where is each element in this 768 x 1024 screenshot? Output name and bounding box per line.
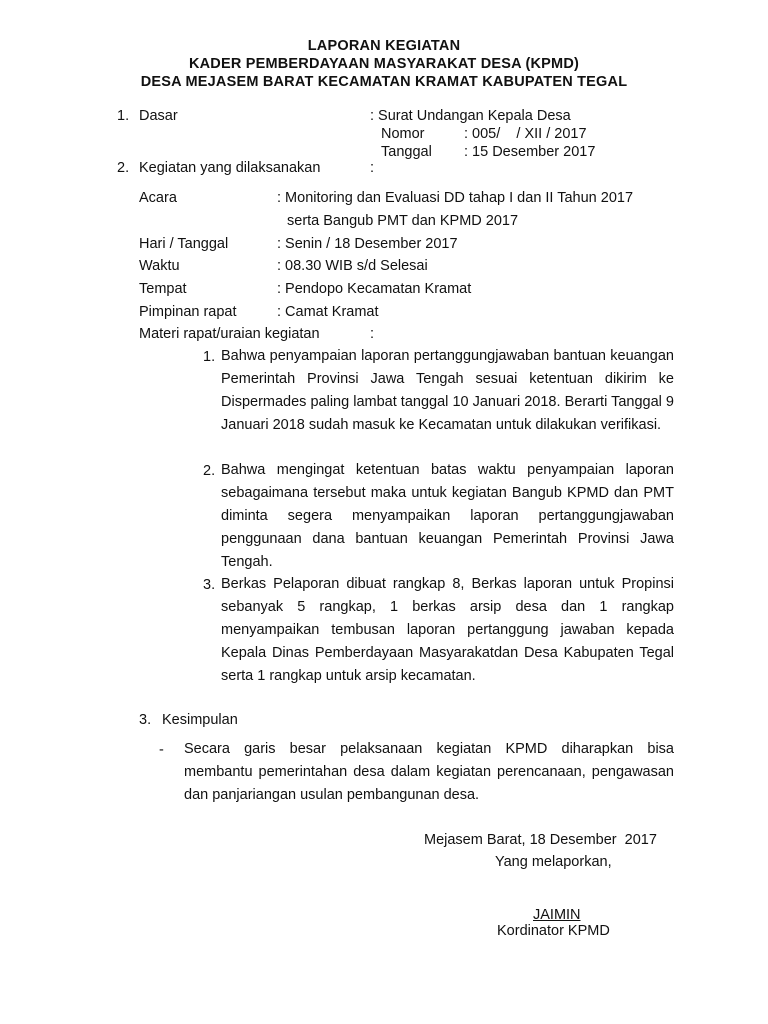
acara-value: : Monitoring dan Evaluasi DD tahap I dan II Tahun 2017 — [277, 190, 634, 206]
materi-label: Materi rapat/uraian kegiatan — [139, 326, 320, 342]
acara-label: Acara — [139, 190, 177, 206]
list-item: Bahwa mengingat ketentuan batas waktu penyampaian laporan sebagaimana tersebut maka untuk kegiatan Bangub KPMD dan PMT diminta segera menyampaikan laporan pertanggungjawaban penggunaan dana bantuan keuangan Pemerintah Provinsi Jawa Tengah. — [221, 462, 674, 570]
section2-number: 2. — [117, 160, 130, 176]
conclusion-paragraph: Secara garis besar pelaksanaan kegiatan KPMD diharapkan bisa membantu pemerintahan desa dalam kegiatan perencanaan, pengawasan dan panjariangan usulan pembangunan desa. — [184, 741, 674, 803]
hari-value: : Senin / 18 Desember 2017 — [277, 236, 458, 252]
signer-name: JAIMIN — [533, 907, 581, 923]
section1-value: : Surat Undangan Kepala Desa — [370, 108, 571, 124]
nomor-value: : 005/ / XII / 2017 — [464, 126, 587, 142]
pimpinan-value: : Camat Kramat — [277, 304, 379, 320]
section2-label: Kegiatan yang dilaksanakan — [139, 160, 321, 176]
list-item: Bahwa penyampaian laporan pertanggungjawaban bantuan keuangan Pemerintah Provinsi Jawa Tengah sesuai ketentuan dikirim ke Dispermades paling lambat tanggal 10 Januari 2018. Berarti Tanggal 9 Januari 2018 sudah masuk ke Kecamatan untuk dilakukan verifikasi. — [221, 348, 674, 433]
section2-colon: : — [370, 160, 375, 176]
place-date: Mejasem Barat, 18 Desember 2017 — [424, 832, 657, 848]
materi-item-3-number: 3. — [203, 577, 216, 593]
conclusion-text — [184, 738, 674, 807]
nomor-label: Nomor — [381, 126, 425, 142]
acara-value-continued: serta Bangub PMT dan KPMD 2017 — [287, 213, 519, 229]
materi-item-1-text — [221, 345, 674, 437]
conclusion-dash: - — [159, 742, 164, 758]
materi-item-3-text — [221, 573, 674, 688]
tempat-value: : Pendopo Kecamatan Kramat — [277, 281, 472, 297]
pimpinan-label: Pimpinan rapat — [139, 304, 237, 320]
reporter-label: Yang melaporkan, — [495, 854, 612, 870]
section1-number: 1. — [117, 108, 130, 124]
section1-label: Dasar — [139, 108, 178, 124]
report-title: LAPORAN KEGIATAN — [307, 38, 461, 54]
report-location: DESA MEJASEM BARAT KECAMATAN KRAMAT KABUPATEN TEGAL — [140, 74, 628, 90]
materi-item-2-text — [221, 459, 674, 574]
section3-number: 3. — [139, 712, 152, 728]
materi-colon: : — [370, 326, 375, 342]
report-subtitle: KADER PEMBERDAYAAN MASYARAKAT DESA (KPMD) — [188, 56, 580, 72]
signer-role: Kordinator KPMD — [497, 923, 610, 939]
tanggal-label: Tanggal — [381, 144, 432, 160]
materi-item-1-number: 1. — [203, 349, 216, 365]
section3-label: Kesimpulan — [162, 712, 238, 728]
waktu-label: Waktu — [139, 258, 180, 274]
list-item: Berkas Pelaporan dibuat rangkap 8, Berkas laporan untuk Propinsi sebanyak 5 rangkap, 1 berkas arsip desa dan 1 rangkap menyampaikan tembusan laporan pertanggung jawaban kepada Kepala Dinas Pemberdayaan Masyarakatdan Desa Kabupaten Tegal serta 1 rangkap untuk arsip kecamatan. — [221, 576, 674, 684]
waktu-value: : 08.30 WIB s/d Selesai — [277, 258, 428, 274]
tanggal-value: : 15 Desember 2017 — [464, 144, 596, 160]
hari-label: Hari / Tanggal — [139, 236, 229, 252]
tempat-label: Tempat — [139, 281, 187, 297]
materi-item-2-number: 2. — [203, 463, 216, 479]
